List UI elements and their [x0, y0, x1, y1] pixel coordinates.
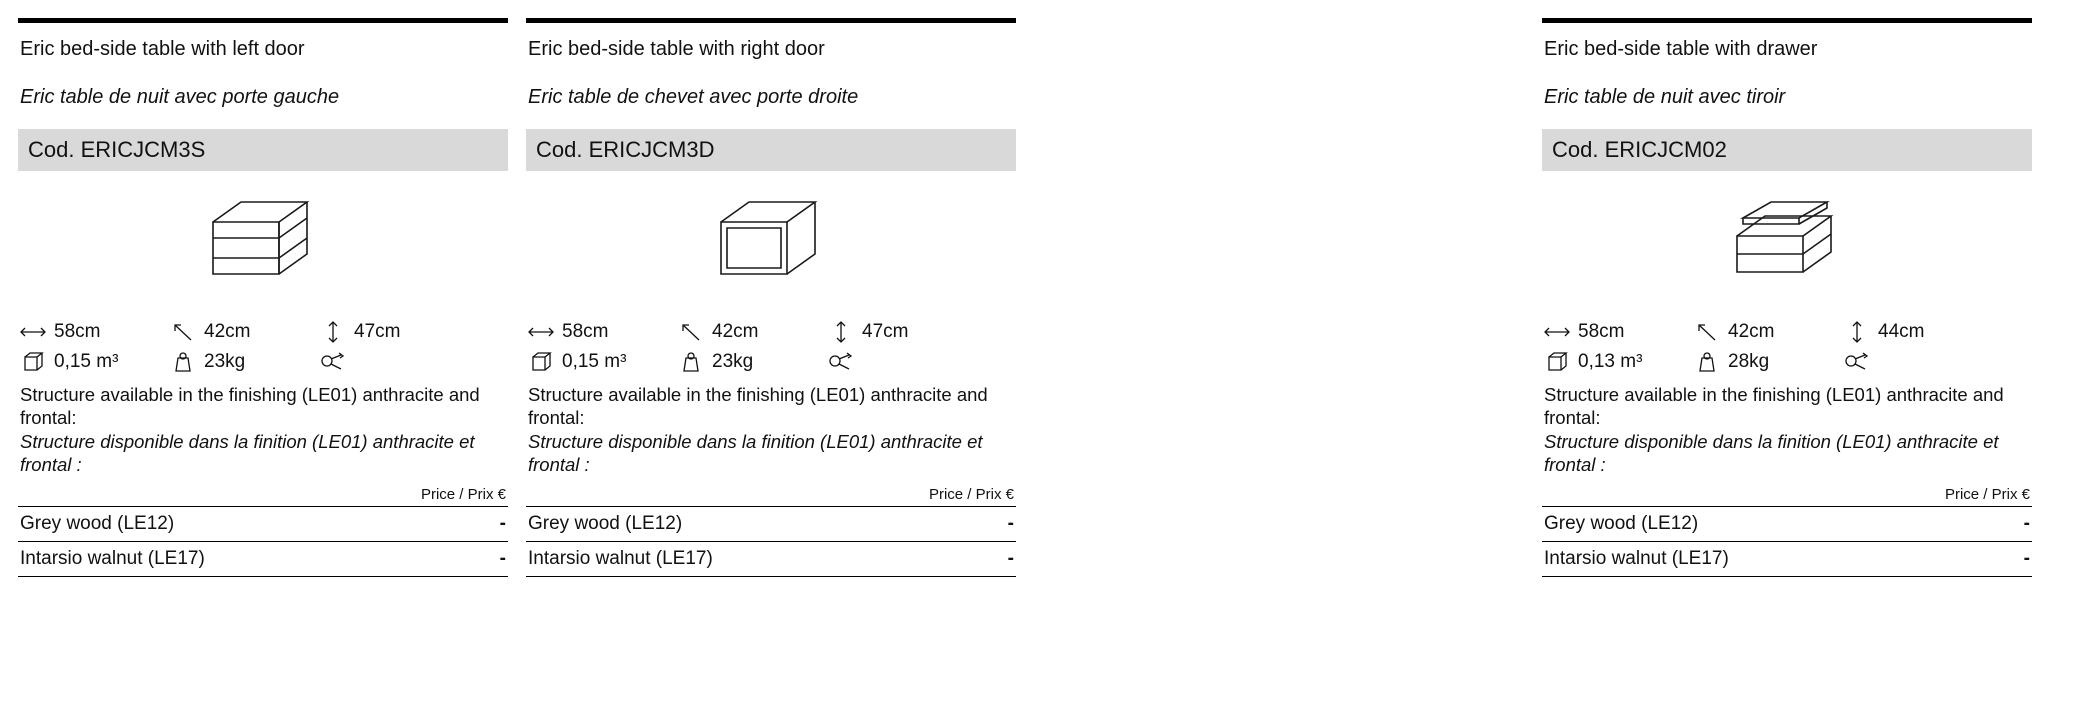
product-card-1: [526, 18, 1016, 577]
product-title-en: Eric bed-side table with left door: [20, 38, 305, 60]
height-arrow-icon: [1842, 320, 1872, 344]
spec-height-value: 44cm: [1878, 321, 1925, 342]
cabinet-drawer-icon: [1707, 188, 1867, 298]
spec-depth-value: 42cm: [712, 321, 759, 342]
table-row: [1542, 542, 2032, 577]
spec-volume: [18, 350, 168, 374]
spec-width: [526, 320, 676, 344]
spec-width: [1542, 320, 1692, 344]
spec-width-value: 58cm: [562, 321, 609, 342]
product-code: Cod. ERICJCM3S: [28, 137, 206, 162]
product-specs: [1542, 317, 2032, 377]
spec-assembly: [1842, 350, 1982, 374]
spec-row-logistics: [18, 347, 508, 377]
height-arrow-icon: [318, 320, 348, 344]
product-description-fr: Structure disponible dans la finition (LE01) anthracite et frontal :: [20, 431, 475, 475]
product-description-fr: Structure disponible dans la finition (LE01) anthracite et frontal :: [1544, 431, 1999, 475]
spec-weight-value: 23kg: [712, 351, 754, 372]
spec-volume: [1542, 350, 1692, 374]
product-title-fr: Eric table de chevet avec porte droite: [528, 86, 859, 108]
product-title-fr: Eric table de nuit avec porte gauche: [20, 86, 340, 108]
spec-assembly: [826, 350, 966, 374]
depth-arrow-icon: [676, 320, 706, 344]
product-specs: [526, 317, 1016, 377]
product-description-en: Structure available in the finishing (LE01) anthracite and frontal:: [1544, 384, 2004, 428]
spec-row-logistics: [1542, 347, 2032, 377]
product-code: Cod. ERICJCM02: [1552, 137, 1727, 162]
finish-name: Intarsio walnut (LE17): [528, 548, 713, 569]
product-description-en: Structure available in the finishing (LE01) anthracite and frontal:: [20, 384, 480, 428]
box-volume-icon: [1542, 350, 1572, 374]
table-row: [526, 542, 1016, 577]
product-figure: [526, 177, 1016, 309]
spec-width-value: 58cm: [54, 321, 101, 342]
finish-price-table: [18, 506, 508, 577]
product-code-band: [18, 129, 508, 171]
spec-depth: [1692, 320, 1842, 344]
finish-name: Grey wood (LE12): [528, 513, 683, 534]
finish-price: -: [499, 513, 506, 534]
table-row: [1542, 507, 2032, 542]
spec-depth-value: 42cm: [204, 321, 251, 342]
finish-name: Intarsio walnut (LE17): [20, 548, 205, 569]
product-description: [1542, 383, 2032, 476]
assembly-tool-icon: [1842, 350, 1872, 374]
price-header: Price / Prix €: [928, 486, 1014, 503]
finish-name: Intarsio walnut (LE17): [1544, 548, 1729, 569]
weight-icon: [168, 350, 198, 374]
product-title-en: Eric bed-side table with drawer: [1544, 38, 1818, 60]
price-header: Price / Prix €: [1944, 486, 2030, 503]
spec-height-value: 47cm: [354, 321, 401, 342]
height-arrow-icon: [826, 320, 856, 344]
product-code-band: [526, 129, 1016, 171]
assembly-tool-icon: [826, 350, 856, 374]
width-arrow-icon: [526, 320, 556, 344]
spec-height: [1842, 320, 1982, 344]
product-description-en: Structure available in the finishing (LE01) anthracite and frontal:: [528, 384, 988, 428]
spec-row-dimensions: [1542, 317, 2032, 347]
spec-height: [318, 320, 458, 344]
price-header: Price / Prix €: [420, 486, 506, 503]
table-row: [18, 542, 508, 577]
finish-price: -: [1007, 548, 1014, 569]
spec-width-value: 58cm: [1578, 321, 1625, 342]
spec-volume-value: 0,15 m³: [54, 351, 119, 372]
spec-weight: [168, 350, 318, 374]
product-title-fr: Eric table de nuit avec tiroir: [1544, 86, 1786, 108]
depth-arrow-icon: [1692, 320, 1722, 344]
finish-price-table: [526, 506, 1016, 577]
spec-row-dimensions: [526, 317, 1016, 347]
product-description: [18, 383, 508, 476]
product-code: Cod. ERICJCM3D: [536, 137, 715, 162]
spec-volume-value: 0,15 m³: [562, 351, 627, 372]
product-figure: [18, 177, 508, 309]
spec-row-dimensions: [18, 317, 508, 347]
finish-price: -: [2023, 513, 2030, 534]
spec-depth: [676, 320, 826, 344]
product-description: [526, 383, 1016, 476]
spec-weight-value: 28kg: [1728, 351, 1770, 372]
spec-volume: [526, 350, 676, 374]
product-card-0: [18, 18, 508, 577]
width-arrow-icon: [1542, 320, 1572, 344]
assembly-tool-icon: [318, 350, 348, 374]
weight-icon: [1692, 350, 1722, 374]
spec-weight: [1692, 350, 1842, 374]
cabinet-left-door-icon: [183, 188, 343, 298]
product-code-band: [1542, 129, 2032, 171]
spec-volume-value: 0,13 m³: [1578, 351, 1643, 372]
table-row: [18, 507, 508, 542]
box-volume-icon: [18, 350, 48, 374]
product-figure: [1542, 177, 2032, 309]
weight-icon: [676, 350, 706, 374]
spec-weight: [676, 350, 826, 374]
box-volume-icon: [526, 350, 556, 374]
spec-depth: [168, 320, 318, 344]
finish-price-table: [1542, 506, 2032, 577]
product-card-2: [1542, 18, 2032, 577]
finish-name: Grey wood (LE12): [1544, 513, 1699, 534]
spec-depth-value: 42cm: [1728, 321, 1775, 342]
depth-arrow-icon: [168, 320, 198, 344]
spec-width: [18, 320, 168, 344]
finish-name: Grey wood (LE12): [20, 513, 175, 534]
width-arrow-icon: [18, 320, 48, 344]
spec-height: [826, 320, 966, 344]
product-specs: [18, 317, 508, 377]
finish-price: -: [499, 548, 506, 569]
finish-price: -: [1007, 513, 1014, 534]
spec-weight-value: 23kg: [204, 351, 246, 372]
spec-height-value: 47cm: [862, 321, 909, 342]
table-row: [526, 507, 1016, 542]
cabinet-right-door-icon: [691, 188, 851, 298]
spec-row-logistics: [526, 347, 1016, 377]
finish-price: -: [2023, 548, 2030, 569]
product-description-fr: Structure disponible dans la finition (LE01) anthracite et frontal :: [528, 431, 983, 475]
spec-assembly: [318, 350, 458, 374]
product-title-en: Eric bed-side table with right door: [528, 38, 825, 60]
